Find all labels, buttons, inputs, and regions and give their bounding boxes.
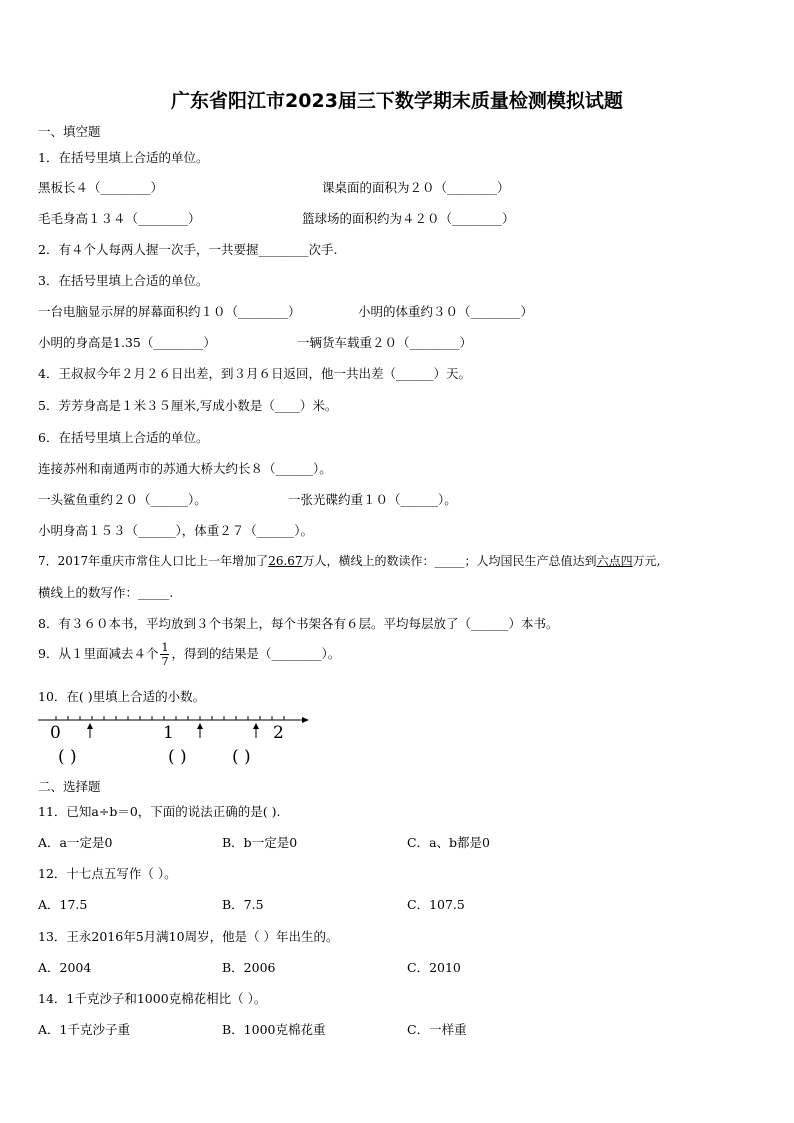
label-one: 1 bbox=[163, 723, 174, 743]
q7-line2: 横线上的数写作：_____. bbox=[38, 585, 174, 600]
q3-a: 一台电脑显示屏的屏幕面积约１０（________） bbox=[38, 304, 301, 319]
label-two: 2 bbox=[273, 723, 284, 743]
arrow-marker-3 bbox=[253, 723, 259, 738]
q9-part1: 9．从１里面减去４个 bbox=[38, 646, 159, 661]
q6-stem: 6．在括号里填上合适的单位。 bbox=[38, 430, 209, 445]
q12-option-c[interactable]: C．107.5 bbox=[407, 897, 465, 912]
q6-b: 一头鲨鱼重约２０（______）。 bbox=[38, 492, 207, 507]
answer-blank-3[interactable]: ( ) bbox=[232, 747, 251, 767]
q14-option-c[interactable]: C．一样重 bbox=[407, 1022, 467, 1037]
q12-option-a[interactable]: A．17.5 bbox=[38, 897, 88, 912]
q7-underlined-number: 26.67 bbox=[268, 554, 303, 568]
arrow-marker-1 bbox=[87, 723, 93, 738]
q13-option-b[interactable]: B．2006 bbox=[222, 960, 276, 975]
q11-stem: 11．已知a÷b＝0，下面的说法正确的是( ). bbox=[38, 804, 281, 819]
q1-b: 课桌面的面积为２０（________） bbox=[322, 180, 510, 195]
q9-stem bbox=[38, 641, 340, 668]
q4-stem: 4．王叔叔今年２月２６日出差，到３月６日返回，他一共出差（______）天。 bbox=[38, 366, 471, 381]
answer-blank-2[interactable]: ( ) bbox=[168, 747, 187, 767]
q11-option-c[interactable]: C．a、b都是0 bbox=[407, 835, 490, 850]
q10-stem: 10．在( )里填上合适的小数。 bbox=[38, 689, 206, 704]
fraction-one-seventh: $\frac{1}{7}$ bbox=[161, 641, 169, 668]
q3-d: 一辆货车载重２０（________） bbox=[297, 335, 473, 350]
q11-option-b[interactable]: B．b一定是0 bbox=[222, 835, 298, 850]
q6-c: 一张光碟约重１０（______）。 bbox=[288, 492, 457, 507]
q14-option-b[interactable]: B．1000克棉花重 bbox=[222, 1022, 326, 1037]
q7-part3: 万元, bbox=[632, 554, 661, 568]
q3-b: 小明的体重约３０（________） bbox=[358, 304, 534, 319]
q7-part2: 万人，横线上的数读作：_____；人均国民生产总值达到 bbox=[302, 554, 597, 568]
q13-option-a[interactable]: A．2004 bbox=[38, 960, 92, 975]
q14-option-a[interactable]: A．1千克沙子重 bbox=[38, 1022, 130, 1037]
section-fill-in: 一、填空题 bbox=[38, 124, 101, 139]
q2-stem: 2．有４个人每两人握一次手，一共要握________次手. bbox=[38, 242, 338, 257]
q6-d: 小明身高１５３（______），体重２７（______）。 bbox=[38, 523, 314, 538]
number-line-ticks bbox=[56, 716, 284, 720]
q6-a: 连接苏州和南通两市的苏通大桥大约长８（______）。 bbox=[38, 461, 332, 476]
page-title: 广东省阳江市2023届三下数学期末质量检测模拟试题 bbox=[171, 90, 623, 112]
q1-d: 篮球场的面积约为４２０（________） bbox=[302, 211, 515, 226]
q7-underlined-word: 六点四 bbox=[596, 554, 633, 568]
answer-blank-1[interactable]: ( ) bbox=[58, 747, 77, 767]
number-line-figure bbox=[34, 708, 324, 770]
label-zero: 0 bbox=[50, 723, 61, 743]
section-multiple-choice: 二、选择题 bbox=[38, 779, 101, 794]
q13-stem: 13．王永2016年5月满10周岁，他是（ ）年出生的。 bbox=[38, 929, 339, 944]
q5-stem: 5．芳芳身高是１米３５厘米,写成小数是（____）米。 bbox=[38, 398, 338, 413]
q8-stem: 8．有３６０本书，平均放到３个书架上，每个书架各有６层。平均每层放了（______）本书。 bbox=[38, 616, 559, 631]
q1-c: 毛毛身高１３４（________） bbox=[38, 211, 201, 226]
arrow-marker-2 bbox=[197, 723, 203, 738]
q1-stem: 1．在括号里填上合适的单位。 bbox=[38, 150, 209, 165]
q12-option-b[interactable]: B．7.5 bbox=[222, 897, 264, 912]
q3-stem: 3．在括号里填上合适的单位。 bbox=[38, 273, 209, 288]
q12-stem: 12．十七点五写作（ ）。 bbox=[38, 866, 177, 881]
q9-part2: ，得到的结果是（________）。 bbox=[171, 646, 341, 661]
q13-option-c[interactable]: C．2010 bbox=[407, 960, 461, 975]
q11-option-a[interactable]: A．a一定是0 bbox=[38, 835, 113, 850]
q3-c: 小明的身高是1.35（________） bbox=[38, 335, 216, 350]
q7-part1: 7．2017年重庆市常住人口比上一年增加了 bbox=[38, 554, 269, 568]
q7-line1 bbox=[38, 552, 660, 569]
number-line-arrowhead bbox=[302, 717, 309, 723]
q1-a: 黑板长４（________） bbox=[38, 180, 164, 195]
q14-stem: 14．1千克沙子和1000克棉花相比（ ）。 bbox=[38, 991, 267, 1006]
